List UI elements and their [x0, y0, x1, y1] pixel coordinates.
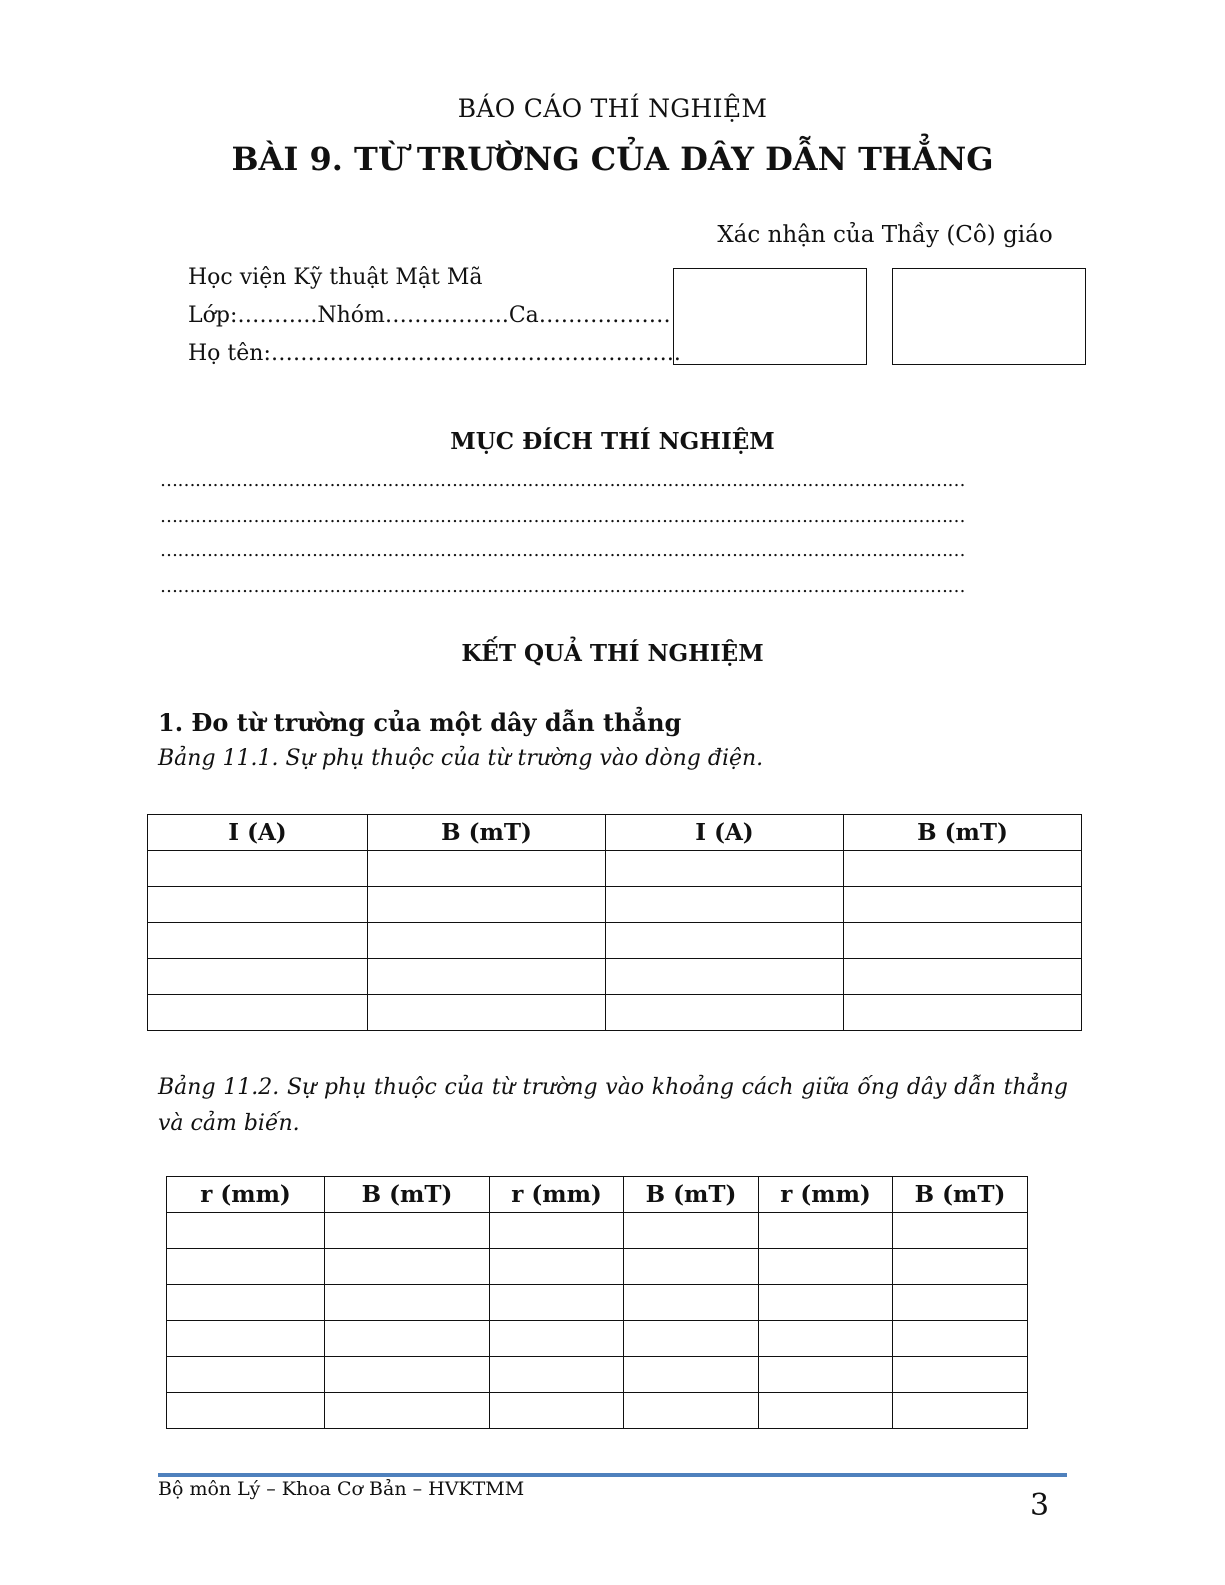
table-cell[interactable]: [148, 959, 368, 995]
table-cell[interactable]: [844, 959, 1082, 995]
table-cell[interactable]: [606, 887, 844, 923]
table-cell[interactable]: [759, 1321, 893, 1357]
table-row: [167, 1213, 1028, 1249]
purpose-line-4[interactable]: …………………………………………………………………………………………………………………………: [160, 576, 965, 597]
table-cell[interactable]: [325, 1357, 490, 1393]
table-row: [167, 1321, 1028, 1357]
table-cell[interactable]: [490, 1321, 624, 1357]
purpose-heading: MỤC ĐÍCH THÍ NGHIỆM: [450, 428, 775, 455]
table-cell[interactable]: [490, 1393, 624, 1429]
purpose-line-2[interactable]: …………………………………………………………………………………………………………………………: [160, 506, 965, 527]
signature-box-2[interactable]: [892, 268, 1086, 365]
student-name-field[interactable]: Họ tên:………………………………………………..: [188, 341, 681, 366]
table-cell[interactable]: [167, 1321, 325, 1357]
table-header-row: [167, 1177, 1028, 1213]
table-cell[interactable]: [490, 1285, 624, 1321]
signature-box-1[interactable]: [673, 268, 867, 365]
column-header: I (A): [606, 815, 844, 851]
column-header: r (mm): [759, 1177, 893, 1213]
class-group-shift-field[interactable]: Lớp:………..Nhóm……………..Ca………………: [188, 303, 671, 328]
results-heading: KẾT QUẢ THÍ NGHIỆM: [461, 640, 764, 667]
table-row: [167, 1357, 1028, 1393]
table-cell[interactable]: [893, 1213, 1028, 1249]
table-cell[interactable]: [325, 1285, 490, 1321]
purpose-line-3[interactable]: …………………………………………………………………………………………………………………………: [160, 540, 965, 561]
column-header: B (mT): [844, 815, 1082, 851]
table-row: [167, 1249, 1028, 1285]
table-cell[interactable]: [844, 851, 1082, 887]
table-cell[interactable]: [606, 995, 844, 1031]
table-cell[interactable]: [624, 1393, 759, 1429]
table-cell[interactable]: [759, 1249, 893, 1285]
table-2-caption: Bảng 11.2. Sự phụ thuộc của từ trường vào khoảng cách giữa ống dây dẫn thẳng và cảm biến.: [158, 1075, 1068, 1136]
table-cell[interactable]: [368, 923, 606, 959]
table-cell[interactable]: [148, 995, 368, 1031]
table-cell[interactable]: [844, 995, 1082, 1031]
table-cell[interactable]: [893, 1393, 1028, 1429]
table-cell[interactable]: [490, 1249, 624, 1285]
report-label: BÁO CÁO THÍ NGHIỆM: [457, 94, 768, 123]
table-cell[interactable]: [148, 851, 368, 887]
table-cell[interactable]: [368, 851, 606, 887]
distance-vs-field-table: [166, 1176, 1028, 1429]
table-cell[interactable]: [148, 923, 368, 959]
table-cell[interactable]: [167, 1393, 325, 1429]
column-header: B (mT): [624, 1177, 759, 1213]
table-row: [148, 851, 1082, 887]
current-vs-field-table: [147, 814, 1082, 1031]
column-header: r (mm): [167, 1177, 325, 1213]
column-header: I (A): [148, 815, 368, 851]
table-cell[interactable]: [167, 1285, 325, 1321]
footer-divider: [158, 1473, 1067, 1477]
table-cell[interactable]: [368, 959, 606, 995]
table-cell[interactable]: [606, 851, 844, 887]
table-cell[interactable]: [759, 1357, 893, 1393]
table-cell[interactable]: [893, 1249, 1028, 1285]
lesson-title: BÀI 9. TỪ TRƯỜNG CỦA DÂY DẪN THẲNG: [231, 140, 994, 178]
table-header-row: [148, 815, 1082, 851]
table-cell[interactable]: [325, 1249, 490, 1285]
table-cell[interactable]: [844, 923, 1082, 959]
table-cell[interactable]: [893, 1321, 1028, 1357]
table-cell[interactable]: [606, 959, 844, 995]
column-header: B (mT): [325, 1177, 490, 1213]
table-cell[interactable]: [368, 887, 606, 923]
table-cell[interactable]: [893, 1357, 1028, 1393]
table-cell[interactable]: [759, 1285, 893, 1321]
column-header: r (mm): [490, 1177, 624, 1213]
table-cell[interactable]: [624, 1285, 759, 1321]
column-header: B (mT): [368, 815, 606, 851]
table-row: [148, 887, 1082, 923]
table-row: [167, 1285, 1028, 1321]
column-header: B (mT): [893, 1177, 1028, 1213]
table-cell[interactable]: [624, 1321, 759, 1357]
table-row: [148, 959, 1082, 995]
table-cell[interactable]: [893, 1285, 1028, 1321]
section-1-title: 1. Đo từ trường của một dây dẫn thẳng: [158, 708, 682, 737]
table-cell[interactable]: [624, 1357, 759, 1393]
table-cell[interactable]: [325, 1213, 490, 1249]
teacher-confirmation-label: Xác nhận của Thầy (Cô) giáo: [717, 222, 1053, 248]
table-cell[interactable]: [624, 1249, 759, 1285]
table-cell[interactable]: [325, 1321, 490, 1357]
table-cell[interactable]: [624, 1213, 759, 1249]
table-cell[interactable]: [325, 1393, 490, 1429]
table-cell[interactable]: [759, 1393, 893, 1429]
table-cell[interactable]: [490, 1213, 624, 1249]
table-cell[interactable]: [759, 1213, 893, 1249]
table-cell[interactable]: [606, 923, 844, 959]
table-cell[interactable]: [167, 1213, 325, 1249]
table-row: [148, 923, 1082, 959]
table-cell[interactable]: [148, 887, 368, 923]
page-number: 3: [1030, 1488, 1050, 1523]
table-1-caption: Bảng 11.1. Sự phụ thuộc của từ trường vào dòng điện.: [158, 746, 764, 771]
table-row: [167, 1393, 1028, 1429]
table-cell[interactable]: [844, 887, 1082, 923]
table-cell[interactable]: [167, 1249, 325, 1285]
purpose-line-1[interactable]: …………………………………………………………………………………………………………………………: [160, 470, 965, 491]
table-row: [148, 995, 1082, 1031]
institute-name: Học viện Kỹ thuật Mật Mã: [188, 265, 483, 290]
table-cell[interactable]: [368, 995, 606, 1031]
table-cell[interactable]: [490, 1357, 624, 1393]
footer-text: Bộ môn Lý – Khoa Cơ Bản – HVKTMM: [158, 1478, 525, 1500]
table-cell[interactable]: [167, 1357, 325, 1393]
